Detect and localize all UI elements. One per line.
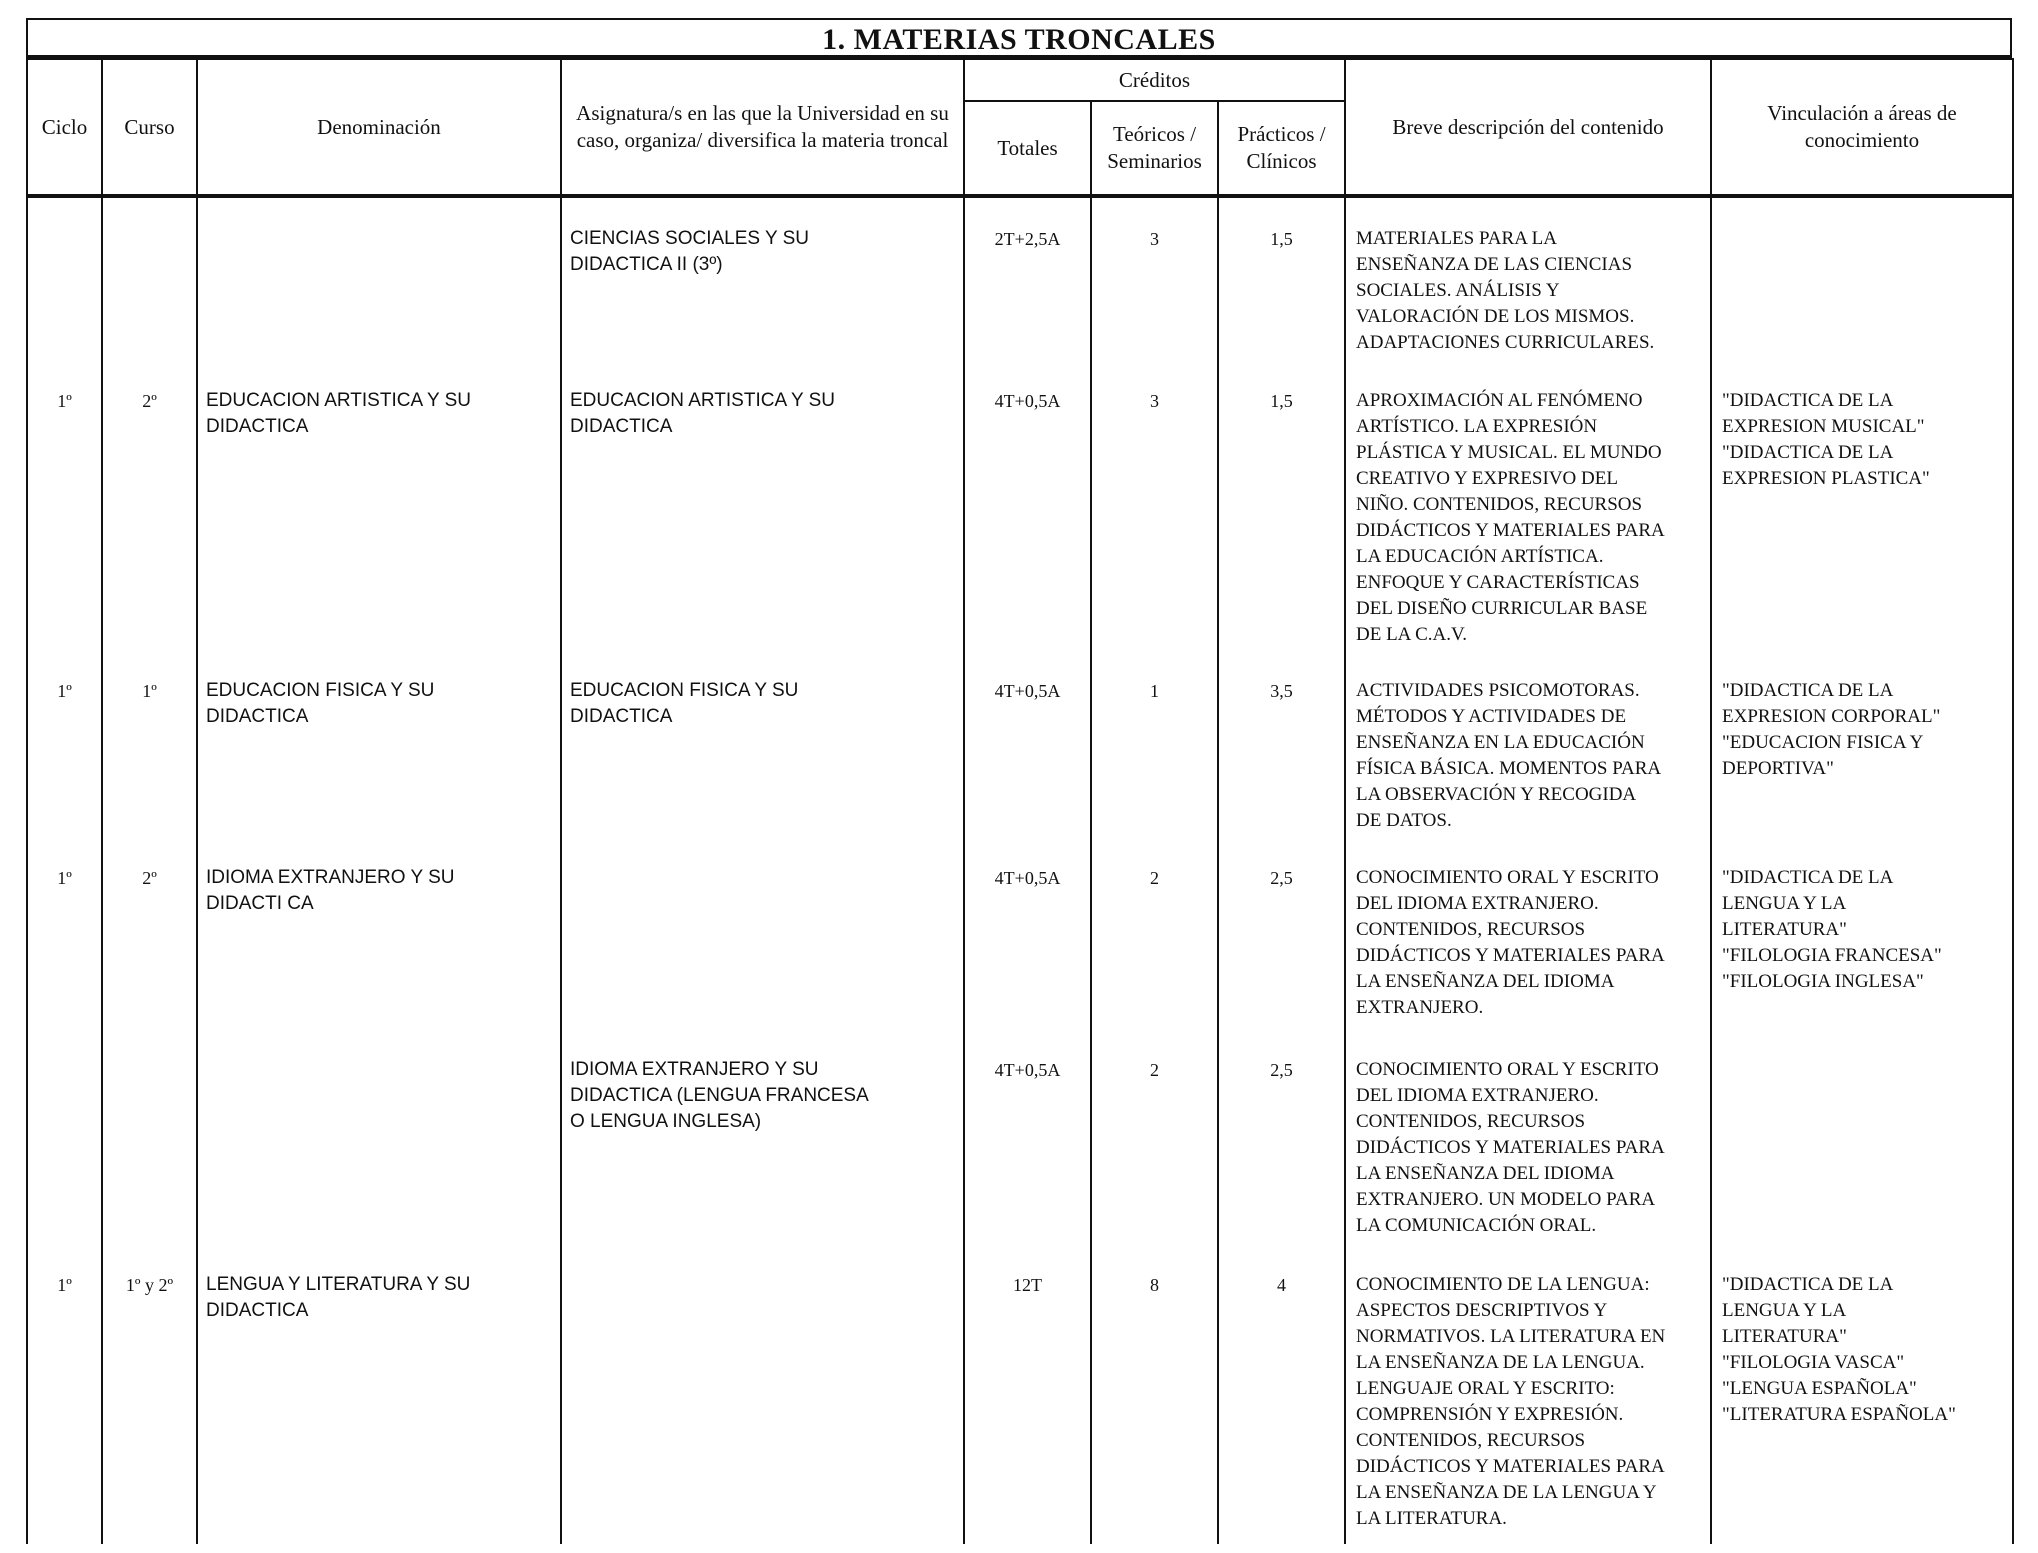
cell-vinculacion-line: "LENGUA ESPAÑOLA" [1722, 1378, 1917, 1399]
cell-curso: 2º [102, 384, 197, 674]
cell-ciclo: 1º [27, 1268, 102, 1544]
cell-vinculacion-line: "DIDACTICA DE LA [1722, 680, 1894, 701]
header-totales: Totales [964, 101, 1091, 196]
cell-descripcion-line: DEL IDIOMA EXTRANJERO. [1356, 893, 1599, 914]
cell-asignatura-line: DIDACTICA (LENGUA FRANCESA [570, 1085, 869, 1106]
cell-descripcion-line: LA ENSEÑANZA DEL IDIOMA [1356, 1163, 1615, 1184]
cell-denominacion [197, 861, 561, 1053]
header-teoricos: Teóricos / Seminarios [1091, 101, 1218, 196]
cell-descripcion-line: LENGUAJE ORAL Y ESCRITO: [1356, 1378, 1615, 1399]
cell-practicos: 3,5 [1218, 674, 1345, 861]
table-body [27, 196, 2013, 1544]
cell-asignatura-line: EDUCACION ARTISTICA Y SU [570, 390, 836, 411]
cell-practicos: 4 [1218, 1268, 1345, 1544]
cell-teoricos: 1 [1091, 674, 1218, 861]
cell-descripcion-line: DE LA C.A.V. [1356, 624, 1468, 645]
cell-vinculacion [1711, 674, 2013, 861]
cell-denominacion [197, 1053, 561, 1268]
cell-denominacion-line: DIDACTICA [206, 1300, 309, 1321]
cell-totales: 2T+2,5A [964, 196, 1091, 384]
cell-descripcion [1345, 1053, 1711, 1268]
cell-descripcion-line: ADAPTACIONES CURRICULARES. [1356, 332, 1655, 353]
cell-vinculacion-line: "LITERATURA ESPAÑOLA" [1722, 1404, 1956, 1425]
materias-table [26, 58, 2014, 1544]
cell-descripcion-line: LA ENSEÑANZA DE LA LENGUA Y [1356, 1482, 1657, 1503]
cell-practicos: 2,5 [1218, 861, 1345, 1053]
cell-curso: 1º [102, 674, 197, 861]
table-row [27, 1053, 2013, 1268]
cell-descripcion-line: MATERIALES PARA LA [1356, 228, 1557, 249]
cell-denominacion-line: LENGUA Y LITERATURA Y SU [206, 1274, 471, 1295]
cell-denominacion-line: IDIOMA EXTRANJERO Y SU [206, 867, 455, 888]
cell-descripcion-line: ASPECTOS DESCRIPTIVOS Y [1356, 1300, 1608, 1321]
cell-denominacion-line: EDUCACION ARTISTICA Y SU [206, 390, 472, 411]
cell-asignatura-line: IDIOMA EXTRANJERO Y SU [570, 1059, 819, 1080]
cell-totales: 4T+0,5A [964, 1053, 1091, 1268]
cell-teoricos: 8 [1091, 1268, 1218, 1544]
cell-vinculacion-line: "DIDACTICA DE LA [1722, 1274, 1894, 1295]
cell-descripcion [1345, 861, 1711, 1053]
cell-teoricos: 2 [1091, 861, 1218, 1053]
cell-descripcion-line: CONOCIMIENTO ORAL Y ESCRITO [1356, 867, 1659, 888]
cell-vinculacion-line: EXPRESION MUSICAL" [1722, 416, 1925, 437]
header-ciclo: Ciclo [27, 59, 102, 196]
cell-denominacion [197, 384, 561, 674]
header-creditos: Créditos [964, 59, 1345, 101]
table-row [27, 196, 2013, 384]
cell-descripcion-line: CONTENIDOS, RECURSOS [1356, 1430, 1586, 1451]
cell-teoricos: 3 [1091, 196, 1218, 384]
cell-totales: 4T+0,5A [964, 384, 1091, 674]
cell-ciclo: 1º [27, 674, 102, 861]
cell-descripcion-line: ENSEÑANZA EN LA EDUCACIÓN [1356, 732, 1645, 753]
cell-descripcion [1345, 196, 1711, 384]
cell-asignatura [561, 674, 964, 861]
cell-descripcion-line: NORMATIVOS. LA LITERATURA EN [1356, 1326, 1666, 1347]
cell-vinculacion-line: EXPRESION PLASTICA" [1722, 468, 1930, 489]
cell-descripcion-line: DIDÁCTICOS Y MATERIALES PARA [1356, 520, 1665, 541]
cell-ciclo [27, 1053, 102, 1268]
section-title: 1. MATERIAS TRONCALES [26, 18, 2012, 58]
header-vinculacion: Vinculación a áreas de conocimiento [1711, 59, 2013, 196]
cell-descripcion-line: ENFOQUE Y CARACTERÍSTICAS [1356, 572, 1640, 593]
cell-descripcion-line: PLÁSTICA Y MUSICAL. EL MUNDO [1356, 442, 1662, 463]
cell-asignatura-line: CIENCIAS SOCIALES Y SU [570, 228, 809, 249]
cell-denominacion [197, 674, 561, 861]
cell-descripcion-line: APROXIMACIÓN AL FENÓMENO [1356, 390, 1643, 411]
cell-vinculacion [1711, 1268, 2013, 1544]
table-row [27, 674, 2013, 861]
cell-denominacion-line: DIDACTICA [206, 706, 309, 727]
cell-descripcion-line: ENSEÑANZA DE LAS CIENCIAS [1356, 254, 1633, 275]
cell-teoricos: 2 [1091, 1053, 1218, 1268]
cell-descripcion-line: FÍSICA BÁSICA. MOMENTOS PARA [1356, 758, 1662, 779]
cell-descripcion-line: COMPRENSIÓN Y EXPRESIÓN. [1356, 1404, 1624, 1425]
cell-vinculacion [1711, 1053, 2013, 1268]
cell-ciclo [27, 196, 102, 384]
cell-descripcion-line: ARTÍSTICO. LA EXPRESIÓN [1356, 416, 1598, 437]
header-denominacion: Denominación [197, 59, 561, 196]
cell-descripcion-line: DIDÁCTICOS Y MATERIALES PARA [1356, 1456, 1665, 1477]
cell-descripcion-line: LA ENSEÑANZA DE LA LENGUA. [1356, 1352, 1645, 1373]
cell-descripcion-line: EXTRANJERO. UN MODELO PARA [1356, 1189, 1656, 1210]
cell-descripcion-line: EXTRANJERO. [1356, 997, 1484, 1018]
cell-descripcion-line: VALORACIÓN DE LOS MISMOS. [1356, 306, 1635, 327]
cell-vinculacion-line: "FILOLOGIA VASCA" [1722, 1352, 1905, 1373]
cell-vinculacion-line: "FILOLOGIA FRANCESA" [1722, 945, 1942, 966]
cell-curso: 1º y 2º [102, 1268, 197, 1544]
cell-descripcion-line: MÉTODOS Y ACTIVIDADES DE [1356, 706, 1627, 727]
cell-asignatura [561, 861, 964, 1053]
cell-descripcion [1345, 384, 1711, 674]
cell-descripcion-line: DE DATOS. [1356, 810, 1452, 831]
cell-asignatura [561, 384, 964, 674]
cell-descripcion-line: CONOCIMIENTO ORAL Y ESCRITO [1356, 1059, 1659, 1080]
cell-vinculacion-line: "DIDACTICA DE LA [1722, 867, 1894, 888]
cell-descripcion-line: SOCIALES. ANÁLISIS Y [1356, 280, 1560, 301]
cell-descripcion-line: DEL DISEÑO CURRICULAR BASE [1356, 598, 1648, 619]
cell-denominacion [197, 196, 561, 384]
cell-practicos: 1,5 [1218, 384, 1345, 674]
cell-ciclo: 1º [27, 861, 102, 1053]
cell-ciclo: 1º [27, 384, 102, 674]
cell-vinculacion-line: "DIDACTICA DE LA [1722, 390, 1894, 411]
cell-totales: 4T+0,5A [964, 674, 1091, 861]
cell-asignatura [561, 1268, 964, 1544]
cell-curso: 2º [102, 861, 197, 1053]
table-header [27, 59, 2013, 196]
cell-descripcion-line: CREATIVO Y EXPRESIVO DEL [1356, 468, 1618, 489]
header-curso: Curso [102, 59, 197, 196]
cell-descripcion-line: LA ENSEÑANZA DEL IDIOMA [1356, 971, 1615, 992]
cell-asignatura-line: DIDACTICA II (3º) [570, 254, 723, 275]
cell-practicos: 1,5 [1218, 196, 1345, 384]
cell-descripcion [1345, 674, 1711, 861]
cell-asignatura-line: O LENGUA INGLESA) [570, 1111, 762, 1132]
header-practicos: Prácticos / Clínicos [1218, 101, 1345, 196]
cell-vinculacion [1711, 384, 2013, 674]
cell-vinculacion-line: LITERATURA" [1722, 1326, 1847, 1347]
cell-vinculacion [1711, 861, 2013, 1053]
header-descripcion: Breve descripción del contenido [1345, 59, 1711, 196]
table-row [27, 384, 2013, 674]
cell-descripcion-line: CONTENIDOS, RECURSOS [1356, 919, 1586, 940]
cell-vinculacion-line: LITERATURA" [1722, 919, 1847, 940]
cell-denominacion-line: EDUCACION FISICA Y SU [206, 680, 435, 701]
document-page [26, 18, 2012, 1544]
table-row [27, 861, 2013, 1053]
cell-descripcion-line: DEL IDIOMA EXTRANJERO. [1356, 1085, 1599, 1106]
cell-descripcion-line: LA OBSERVACIÓN Y RECOGIDA [1356, 784, 1637, 805]
cell-vinculacion-line: LENGUA Y LA [1722, 1300, 1847, 1321]
cell-descripcion-line: DIDÁCTICOS Y MATERIALES PARA [1356, 945, 1665, 966]
cell-vinculacion-line: EXPRESION CORPORAL" [1722, 706, 1941, 727]
cell-curso [102, 1053, 197, 1268]
header-asignatura: Asignatura/s en las que la Universidad en su caso, organiza/ diversifica la materia troncal [561, 59, 964, 196]
table-row [27, 1268, 2013, 1544]
cell-totales: 12T [964, 1268, 1091, 1544]
cell-descripcion-line: LA LITERATURA. [1356, 1508, 1507, 1529]
cell-totales: 4T+0,5A [964, 861, 1091, 1053]
cell-denominacion-line: DIDACTICA [206, 416, 309, 437]
cell-descripcion-line: CONTENIDOS, RECURSOS [1356, 1111, 1586, 1132]
cell-vinculacion-line: "DIDACTICA DE LA [1722, 442, 1894, 463]
cell-teoricos: 3 [1091, 384, 1218, 674]
cell-asignatura [561, 1053, 964, 1268]
cell-asignatura-line: DIDACTICA [570, 706, 673, 727]
cell-descripcion-line: DIDÁCTICOS Y MATERIALES PARA [1356, 1137, 1665, 1158]
cell-vinculacion-line: DEPORTIVA" [1722, 758, 1834, 779]
cell-descripcion-line: CONOCIMIENTO DE LA LENGUA: [1356, 1274, 1650, 1295]
cell-curso [102, 196, 197, 384]
cell-vinculacion-line: "FILOLOGIA INGLESA" [1722, 971, 1924, 992]
cell-descripcion-line: NIÑO. CONTENIDOS, RECURSOS [1356, 494, 1643, 515]
cell-asignatura-line: DIDACTICA [570, 416, 673, 437]
cell-asignatura [561, 196, 964, 384]
cell-denominacion [197, 1268, 561, 1544]
cell-vinculacion-line: "EDUCACION FISICA Y [1722, 732, 1924, 753]
cell-denominacion-line: DIDACTI CA [206, 893, 314, 914]
cell-descripcion [1345, 1268, 1711, 1544]
cell-vinculacion-line: LENGUA Y LA [1722, 893, 1847, 914]
cell-descripcion-line: ACTIVIDADES PSICOMOTORAS. [1356, 680, 1640, 701]
cell-practicos: 2,5 [1218, 1053, 1345, 1268]
cell-asignatura-line: EDUCACION FISICA Y SU [570, 680, 799, 701]
cell-descripcion-line: LA EDUCACIÓN ARTÍSTICA. [1356, 546, 1604, 567]
cell-descripcion-line: LA COMUNICACIÓN ORAL. [1356, 1215, 1597, 1236]
cell-vinculacion [1711, 196, 2013, 384]
